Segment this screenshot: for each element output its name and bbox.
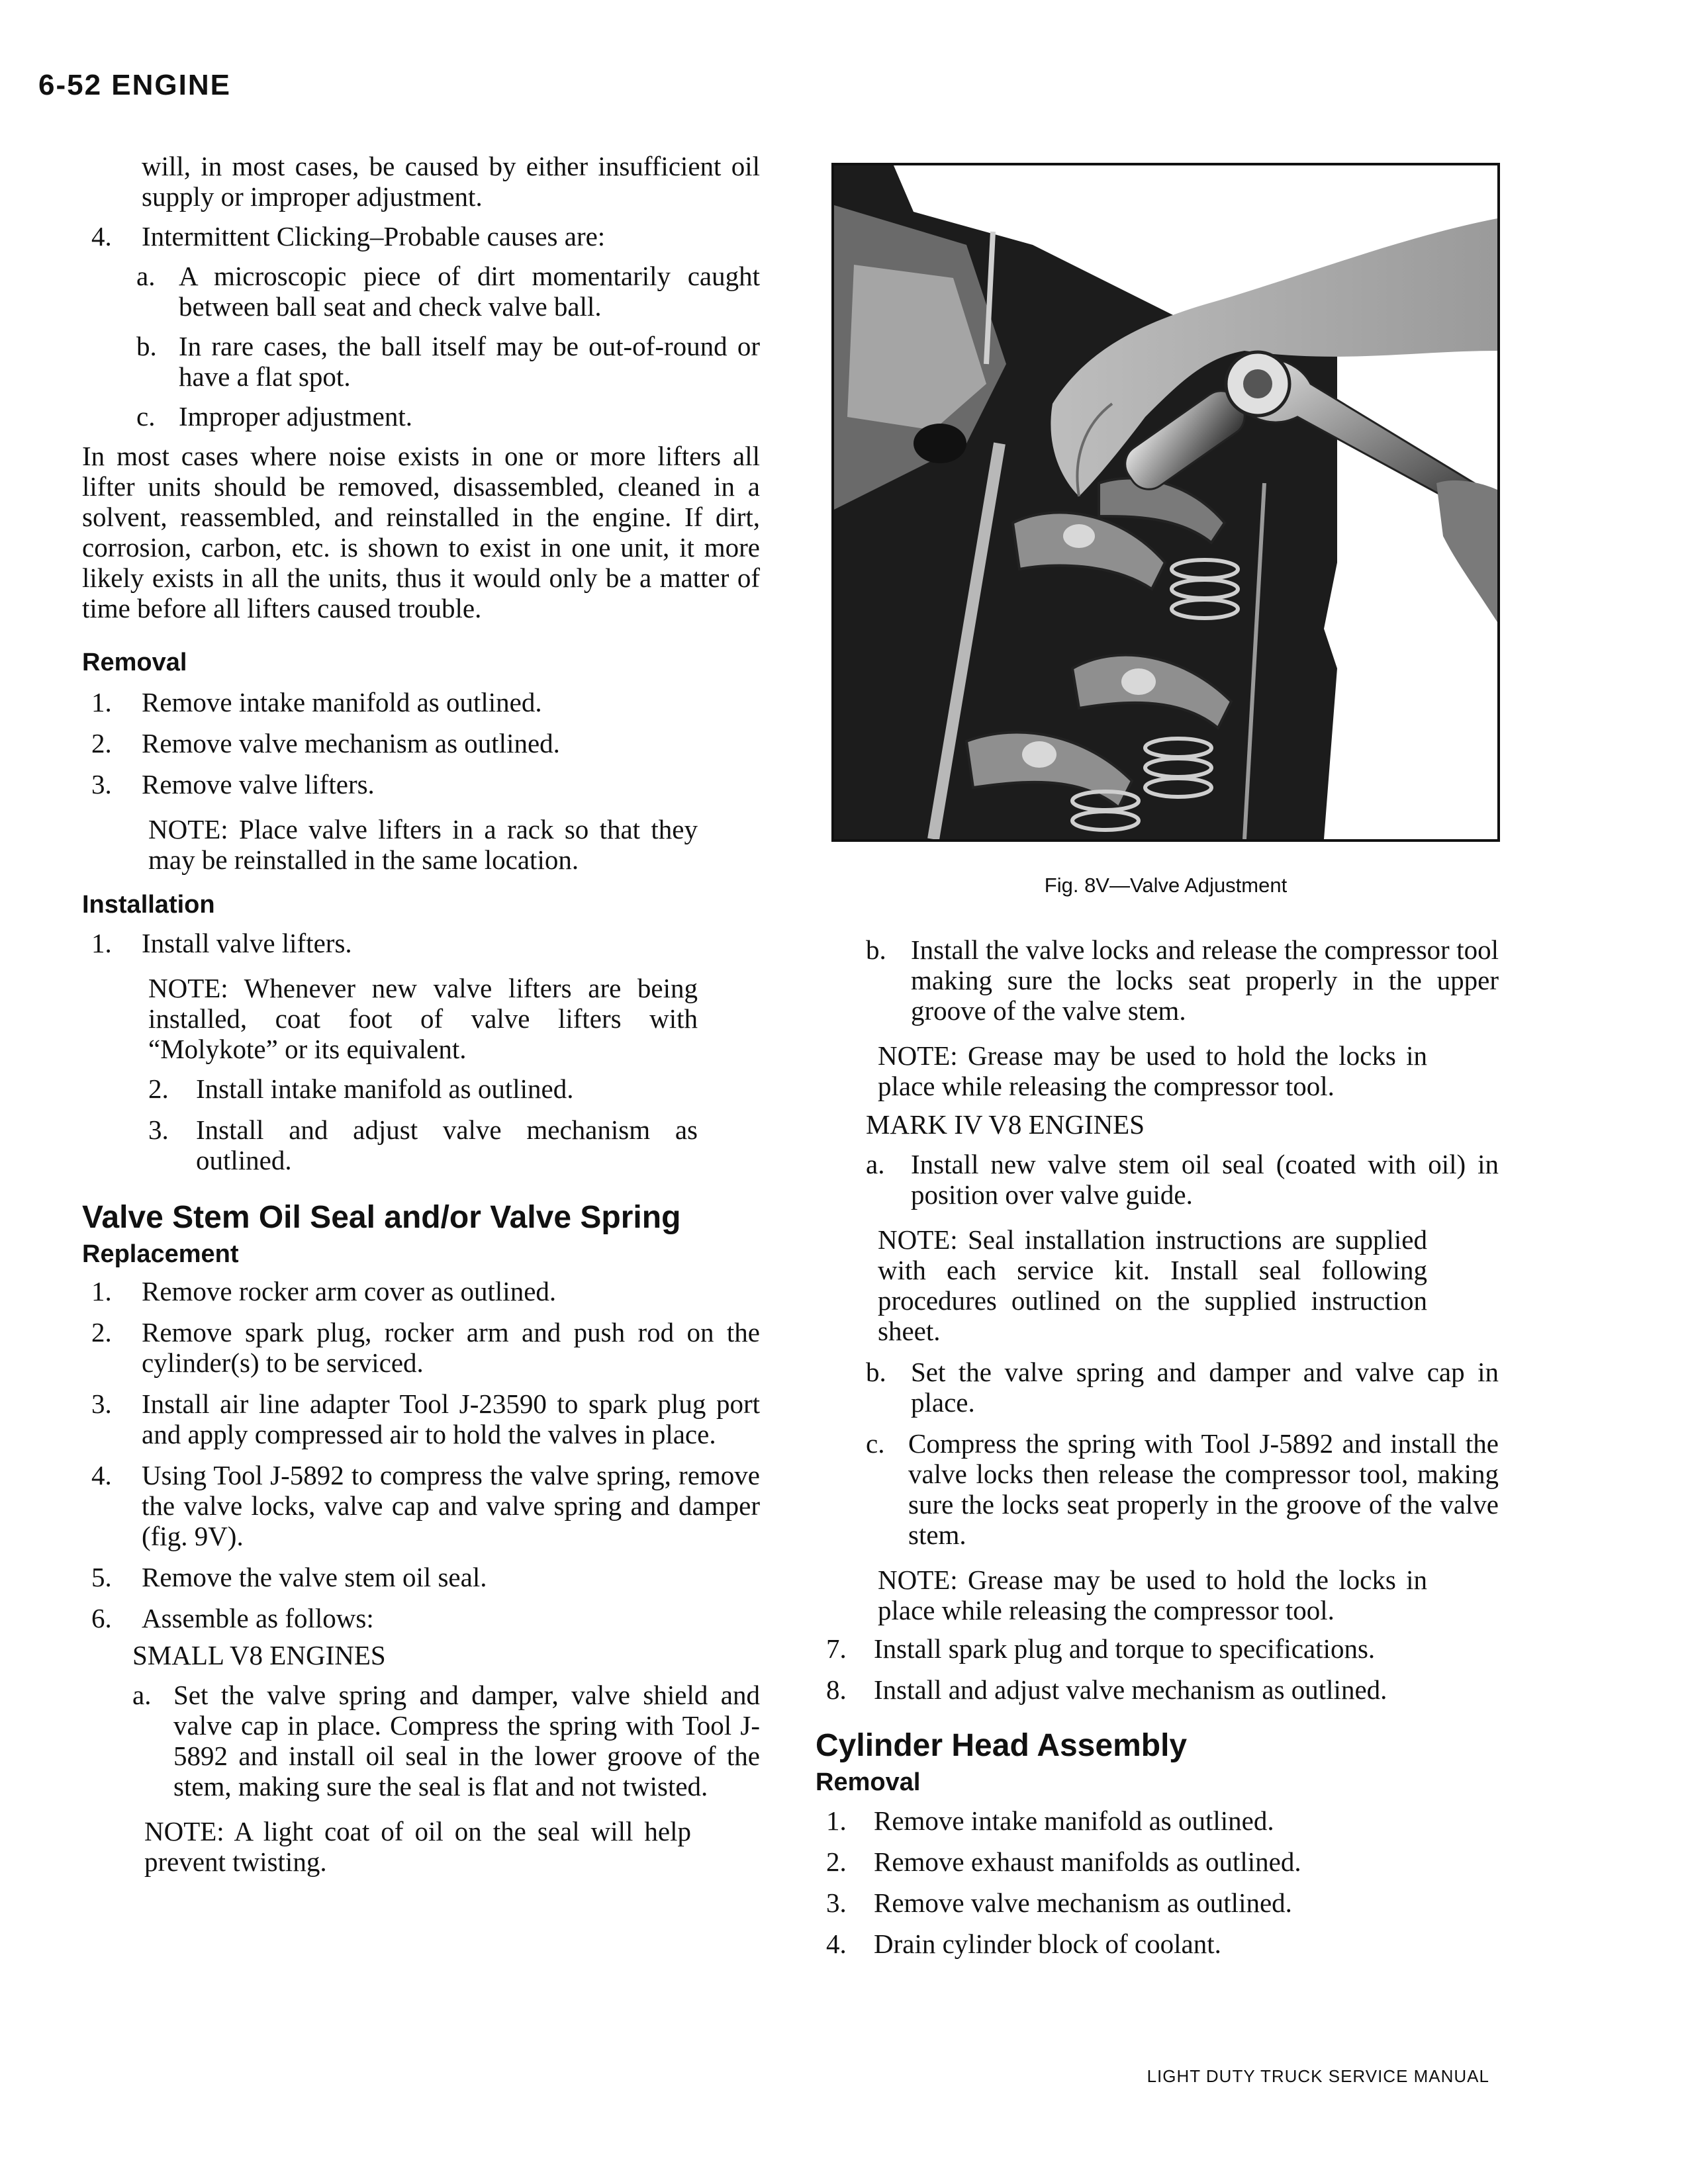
list-item: 2. Remove spark plug, rocker arm and push rod on the cylinder(s) to be serviced. [91,1317,760,1378]
sub-item: c. Compress the spring with Tool J-5892 and install the valve locks then release the compressor tool, making sure the locks seat properly in the groove of the valve stem. [866,1428,1499,1550]
list-item: 1. Remove intake manifold as outlined. [826,1805,1274,1836]
list-item: 7. Install spark plug and torque to specifications. [826,1633,1376,1664]
list-item: 3. Remove valve lifters. [91,769,375,799]
page-footer: LIGHT DUTY TRUCK SERVICE MANUAL [1147,2066,1489,2086]
list-item: 2. Install intake manifold as outlined. [148,1073,574,1104]
list-item: 1. Remove intake manifold as outlined. [91,687,542,717]
section-subheading: Removal [816,1768,921,1796]
list-item: 4. Drain cylinder block of coolant. [826,1929,1221,1959]
note: NOTE: Seal installation instructions are supplied with each service kit. Install seal following procedures outlined on the supplied instruction sheet. [878,1224,1427,1346]
note: NOTE: Whenever new valve lifters are being installed, coat foot of valve lifters with “Molykote” or its equivalent. [148,973,698,1064]
note: NOTE: A light coat of oil on the seal will help prevent twisting. [144,1816,691,1877]
sub-item: c. Improper adjustment. [136,401,412,432]
body-paragraph: In most cases where noise exists in one or more lifters all lifter units should be removed, disassembled, cleaned in a solvent, reassembled, and reinstalled in the engine. If dirt, corrosion, carbon, etc. is shown to exist in one unit, it more likely exists in all the units, thus it would only be a matter of time before all lifters caused trouble. [82,441,760,623]
right-column [816,934,1499,1959]
sub-item: b. Install the valve locks and release the compressor tool making sure the locks seat properly in the upper groove of the valve stem. [866,934,1499,1026]
page-header: 6-52 ENGINE [38,69,231,101]
sub-item: a. Set the valve spring and damper, valve shield and valve cap in place. Compress the spring with Tool J-5892 and install oil seal in the lower groove of the stem, making sure the seal is flat and not twisted. [132,1680,760,1801]
sub-item: a. A microscopic piece of dirt momentarily caught between ball seat and check valve ball. [136,261,760,322]
section-subheading: Removal [82,649,187,676]
left-column [82,151,760,1877]
sub-item: a. Install new valve stem oil seal (coated with oil) in position over valve guide. [866,1149,1499,1210]
list-item: 3. Install and adjust valve mechanism as outlined. [148,1115,698,1175]
sub-item: b. Set the valve spring and damper and valve cap in place. [866,1357,1499,1418]
section-subheading: Replacement [82,1240,239,1268]
list-item: 6. Assemble as follows: [91,1603,374,1633]
note: NOTE: Grease may be used to hold the locks in place while releasing the compressor tool. [878,1565,1427,1625]
list-item: 2. Remove exhaust manifolds as outlined. [826,1846,1301,1877]
figure-photo [831,163,1500,842]
figure-caption: Fig. 8V—Valve Adjustment [1044,874,1288,897]
list-item: 3. Remove valve mechanism as outlined. [826,1888,1292,1918]
section-heading: Cylinder Head Assembly [816,1728,1188,1763]
list-item: 5. Remove the valve stem oil seal. [91,1562,487,1592]
list-item: 8. Install and adjust valve mechanism as outlined. [826,1674,1387,1705]
engine-type-label: SMALL V8 ENGINES [132,1640,386,1670]
sub-item: b. In rare cases, the ball itself may be out-of-round or have a flat spot. [136,331,760,392]
continuation-text: will, in most cases, be caused by either insufficient oil supply or improper adjustment. [142,151,760,212]
list-item: 2. Remove valve mechanism as outlined. [91,728,560,758]
list-item: 1. Install valve lifters. [91,928,352,958]
section-subheading: Installation [82,891,215,919]
section-heading: Valve Stem Oil Seal and/or Valve Spring [82,1200,681,1235]
engine-type-label: MARK IV V8 ENGINES [866,1109,1145,1140]
note: NOTE: Grease may be used to hold the locks in place while releasing the compressor tool. [878,1040,1427,1101]
note: NOTE: Place valve lifters in a rack so that they may be reinstalled in the same location. [148,814,698,875]
valve-adjustment-photo-icon [834,165,1497,839]
list-item: 4. Using Tool J-5892 to compress the valve spring, remove the valve locks, valve cap and valve spring and damper (fig. 9V). [91,1460,760,1551]
list-item: 1. Remove rocker arm cover as outlined. [91,1276,557,1306]
list-item: 4. Intermittent Clicking–Probable causes are: [91,221,606,251]
list-item: 3. Install air line adapter Tool J-23590 to spark plug port and apply compressed air to hold the valves in place. [91,1388,760,1449]
